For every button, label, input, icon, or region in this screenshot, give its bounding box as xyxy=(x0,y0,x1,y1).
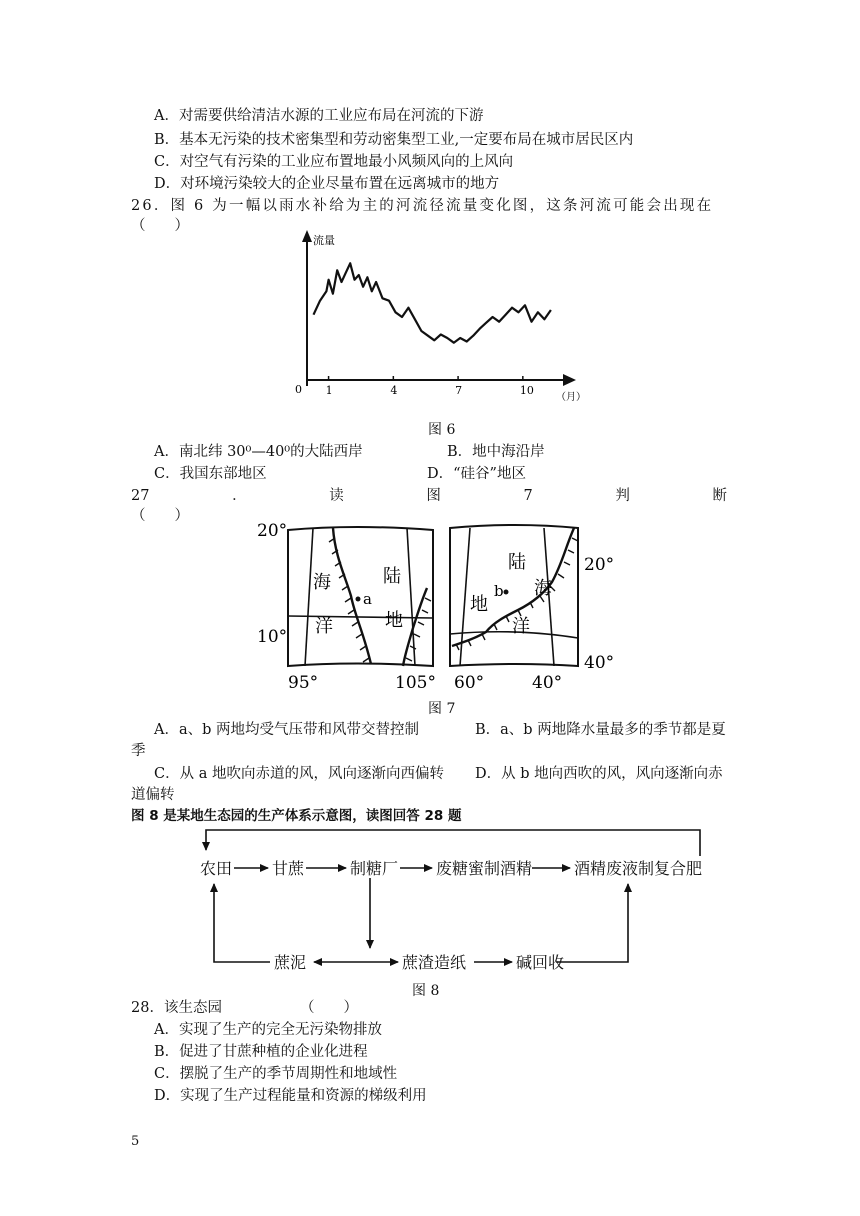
flow-node-sugarcane: 甘蔗 xyxy=(272,859,305,878)
map-a-point-marker xyxy=(356,597,361,602)
chart-y-axis-arrow xyxy=(302,230,312,242)
chart-x-axis-arrow xyxy=(563,374,576,386)
map-a-sea-2: 洋 xyxy=(315,616,333,637)
chart-x-tick-label: 4 xyxy=(390,384,398,397)
map-b-sea-2: 洋 xyxy=(512,616,530,637)
figure-8-flow-diagram xyxy=(190,826,710,976)
chart-x-tick-label: 1 xyxy=(325,384,333,397)
q25-option-c: C．对空气有污染的工业应布置地最小风频风向的上风向 xyxy=(154,154,514,170)
q27-option-d-cont: 道偏转 xyxy=(131,787,175,803)
q27-word-2: 图 xyxy=(426,488,441,504)
map-a-meridian xyxy=(305,528,313,666)
chart-x-tick-label: 10 xyxy=(519,384,534,397)
map-a-land-2: 地 xyxy=(385,610,403,631)
q26-answer-paren: （ ） xyxy=(131,218,189,234)
map-a-sea-1: 海 xyxy=(313,572,331,593)
q25-option-b: B．基本无污染的技术密集型和劳动密集型工业,一定要布局在城市居民区内 xyxy=(154,132,634,148)
q26-option-c: C．我国东部地区 xyxy=(154,466,267,482)
q26-option-d: D．“硅谷”地区 xyxy=(427,466,526,482)
q27-dot: ． xyxy=(232,488,247,504)
chart-origin: 0 xyxy=(295,383,302,396)
flow-node-alcohol: 废糖蜜制酒精 xyxy=(436,859,533,878)
map-b-land-1: 陆 xyxy=(508,552,526,573)
chart-x-unit: （月） xyxy=(556,392,586,403)
q28-answer-paren: （ ） xyxy=(300,1000,358,1016)
q27-word-4: 判 xyxy=(615,488,630,504)
chart-y-label: 流量 xyxy=(313,234,335,247)
map-a-lon-left: 95° xyxy=(288,673,319,693)
map-b-point-label: b xyxy=(494,582,504,600)
q27-word-3: 7 xyxy=(523,488,533,504)
q27-word-5: 断 xyxy=(712,488,727,504)
figure-7-map-a xyxy=(255,516,445,694)
q28-option-a: A．实现了生产的完全无污染物排放 xyxy=(154,1022,382,1038)
q26-option-b: B．地中海沿岸 xyxy=(447,444,545,460)
map-a-parallel xyxy=(288,616,433,618)
q28-option-b: B．促进了甘蔗种植的企业化进程 xyxy=(154,1044,368,1060)
map-b-lon-left: 60° xyxy=(454,673,485,693)
q27-option-d: D．从 b 地向西吹的风，风向逐渐向赤 xyxy=(475,766,723,782)
figure-6-caption: 图 6 xyxy=(428,422,456,438)
figure-6-runoff-chart xyxy=(280,228,590,408)
map-a-land-1: 陆 xyxy=(383,566,401,587)
flow-node-alkali: 碱回收 xyxy=(516,953,565,972)
figure-7-caption: 图 7 xyxy=(428,701,456,717)
q28-intro: 图 8 是某地生态园的生产体系示意图，读图回答 28 题 xyxy=(131,808,462,824)
flow-arrow xyxy=(206,830,700,856)
q27-option-c: C．从 a 地吹向赤道的风，风向逐渐向西偏转 xyxy=(154,766,444,782)
q27-number: 27 xyxy=(131,488,150,504)
map-a-lat-top: 20° xyxy=(257,521,288,541)
figure-7-map-b xyxy=(446,516,636,694)
q27-answer-paren: （ ） xyxy=(131,508,189,524)
page-number: 5 xyxy=(131,1134,140,1149)
q25-option-d: D．对环境污染较大的企业尽量布置在远离城市的地方 xyxy=(154,176,500,192)
map-b-lat-top: 20° xyxy=(584,555,615,575)
map-a-lat-bottom: 10° xyxy=(257,627,288,647)
q28-stem: 28．该生态园 xyxy=(131,1000,222,1016)
map-b-lat-bottom: 40° xyxy=(584,653,615,673)
q27-option-b: B．a、b 两地降水量最多的季节都是夏 xyxy=(475,722,726,738)
map-b-point-marker xyxy=(504,590,509,595)
q27-word-1: 读 xyxy=(329,488,344,504)
flow-arrow xyxy=(214,884,270,962)
q26-stem: 26．图 6 为一幅以雨水补给为主的河流径流量变化图，这条河流可能会出现在 xyxy=(131,198,714,214)
q27-stem xyxy=(131,486,727,506)
q28-option-d: D．实现了生产过程能量和资源的梯级利用 xyxy=(154,1088,427,1104)
flow-node-paper: 蔗渣造纸 xyxy=(402,953,467,972)
map-a-lon-right: 105° xyxy=(395,673,436,693)
map-b-land-2: 地 xyxy=(470,594,488,615)
flow-node-cane-mud: 蔗泥 xyxy=(274,953,307,972)
q25-option-a: A．对需要供给清洁水源的工业应布局在河流的下游 xyxy=(154,108,484,124)
flow-node-fertilizer: 酒精废液制复合肥 xyxy=(574,859,703,878)
flow-node-sugar-mill: 制糖厂 xyxy=(350,859,399,878)
flow-arrow xyxy=(556,884,628,962)
q26-option-a: A．南北纬 30⁰—40⁰的大陆西岸 xyxy=(154,444,363,460)
q27-option-a: A．a、b 两地均受气压带和风带交替控制 xyxy=(154,722,420,738)
map-b-meridian xyxy=(460,528,470,666)
runoff-series-line xyxy=(314,263,551,342)
map-b-sea-1: 海 xyxy=(534,578,552,599)
q28-option-c: C．摆脱了生产的季节周期性和地域性 xyxy=(154,1066,398,1082)
q27-option-b-cont: 季 xyxy=(131,743,146,759)
flow-node-farmland: 农田 xyxy=(200,859,233,878)
figure-8-caption: 图 8 xyxy=(412,983,440,999)
map-a-point-label: a xyxy=(363,590,372,608)
map-b-lon-right: 40° xyxy=(532,673,563,693)
chart-x-tick-label: 7 xyxy=(455,384,463,397)
